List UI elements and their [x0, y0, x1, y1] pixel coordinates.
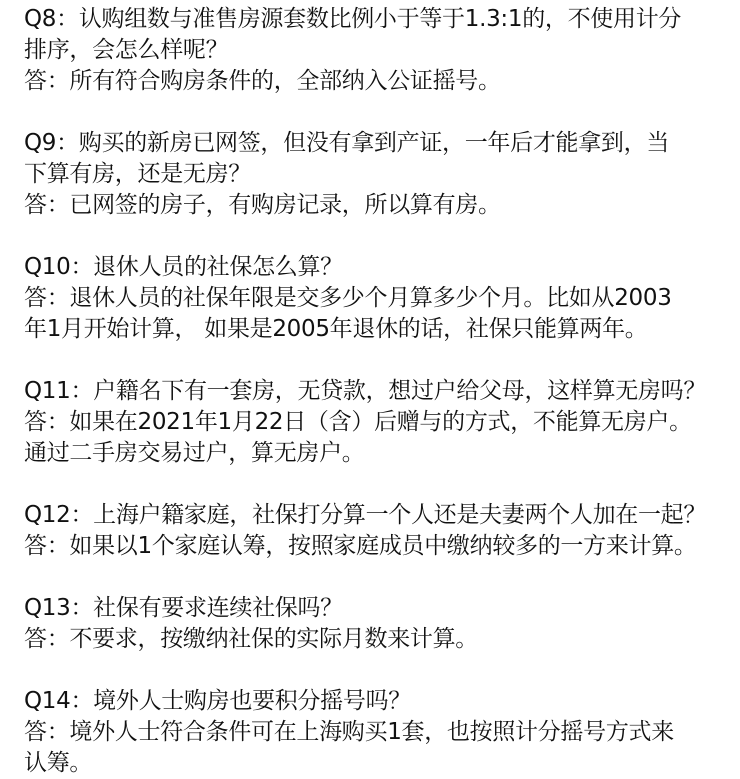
faq-answer-line: 认筹。 — [24, 750, 93, 776]
faq-question-line: Q11：户籍名下有一套房，无贷款，想过户给父母，这样算无房吗？ — [24, 378, 707, 404]
faq-answer-line: 答：所有符合购房条件的，全部纳入公证摇号。 — [24, 68, 501, 94]
faq-item-q13 — [24, 593, 734, 655]
faq-answer-line: 答：退休人员的社保年限是交多少个月算多少个月。比如从2003 — [24, 285, 672, 311]
faq-answer-line: 答：已网签的房子，有购房记录，所以算有房。 — [24, 192, 501, 218]
faq-answer-line: 年1月开始计算， 如果是2005年退休的话，社保只能算两年。 — [24, 316, 648, 342]
faq-answer-line: 答：境外人士符合条件可在上海购买1套，也按照计分摇号方式来 — [24, 719, 674, 745]
faq-question-line: Q13：社保有要求连续社保吗？ — [24, 595, 343, 621]
faq-item-q14 — [24, 686, 734, 779]
faq-text-line: 下算有房，还是无房？ — [24, 161, 252, 187]
faq-text-line: Q8：认购组数与准售房源套数比例小于等于1.3:1的，不使用计分 — [24, 6, 682, 32]
faq-item-q11 — [24, 376, 734, 469]
faq-item-q10 — [24, 252, 734, 345]
faq-answer-line: 通过二手房交易过户，算无房户。 — [24, 440, 365, 466]
faq-item-q8 — [24, 4, 734, 97]
faq-answer-line: 答：不要求，按缴纳社保的实际月数来计算。 — [24, 626, 479, 652]
faq-question-line: Q14：境外人士购房也要积分摇号吗？ — [24, 688, 411, 714]
faq-answer-line: 答：如果以1个家庭认筹，按照家庭成员中缴纳较多的一方来计算。 — [24, 533, 697, 559]
faq-question-line: Q12：上海户籍家庭，社保打分算一个人还是夫妻两个人加在一起？ — [24, 502, 707, 528]
faq-item-q9 — [24, 128, 734, 221]
faq-question-line: Q10：退休人员的社保怎么算？ — [24, 254, 343, 280]
faq-item-q12 — [24, 500, 734, 562]
faq-text-line: Q9：购买的新房已网签，但没有拿到产证，一年后才能拿到，当 — [24, 130, 670, 156]
faq-answer-line: 答：如果在2021年1月22日（含）后赠与的方式，不能算无房户。 — [24, 409, 692, 435]
faq-text-line: 排序，会怎么样呢？ — [24, 37, 229, 63]
faq-document — [24, 4, 734, 779]
